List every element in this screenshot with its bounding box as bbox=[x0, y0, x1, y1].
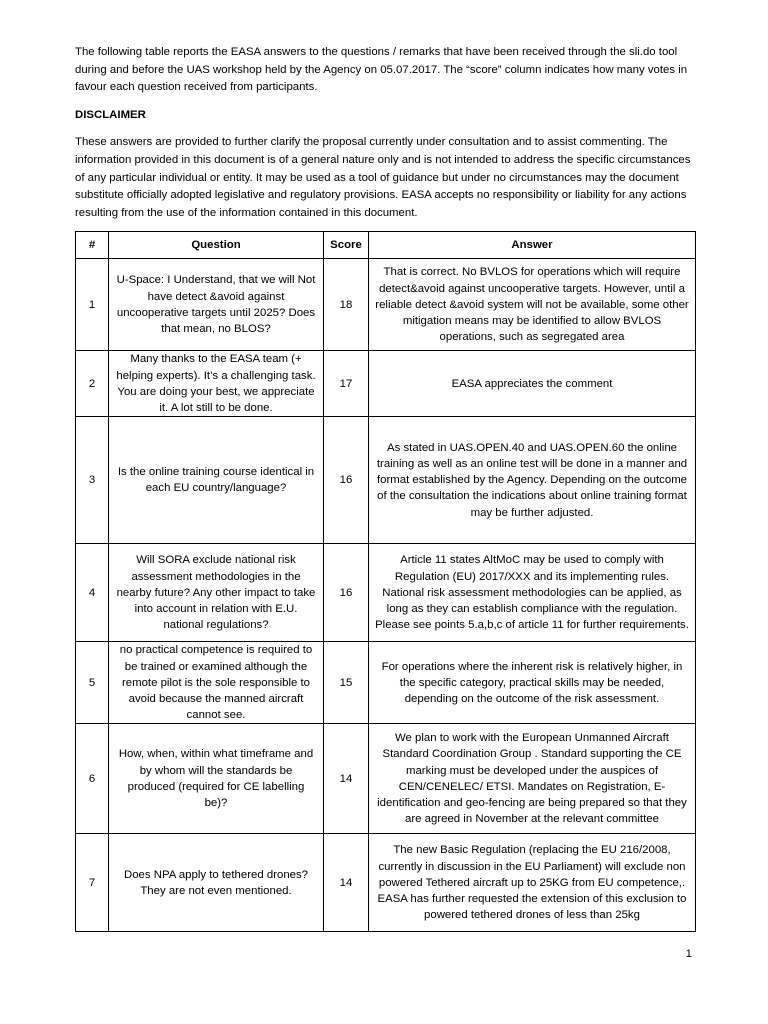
row-question: How, when, within what timeframe and by whom will the standards be produced (required for CE labelling be)? bbox=[109, 724, 324, 834]
row-number: 1 bbox=[76, 259, 109, 351]
table-row bbox=[76, 544, 696, 642]
row-answer: The new Basic Regulation (replacing the EU 216/2008, currently in discussion in the EU Parliament) will exclude non powered Tethered aircraft up to 25KG from EU competence,. EASA has further requested the extension of this exclusion to powered tethered drones of less than 25kg bbox=[369, 834, 696, 932]
row-question: Does NPA apply to tethered drones? They are not even mentioned. bbox=[109, 834, 324, 932]
row-score: 16 bbox=[324, 544, 369, 642]
row-number: 2 bbox=[76, 351, 109, 417]
table-row bbox=[76, 834, 696, 932]
row-answer: As stated in UAS.OPEN.40 and UAS.OPEN.60 the online training as well as an online test will be done in a manner and format established by the Agency. Depending on the outcome of the consultation the indications about online training format may be further adjusted. bbox=[369, 417, 696, 544]
disclaimer-paragraph: These answers are provided to further clarify the proposal currently under consultation and to assist commenting. The information provided in this document is of a general nature only and is not intended to address the specific circumstances of any particular individual or entity. It may be used as a tool of guidance but under no circumstances may the document substitute officially adopted legislative and regulatory provisions. EASA accepts no responsibility or liability for any actions resulting from the use of the information contained in this document. bbox=[75, 136, 691, 219]
row-answer: Article 11 states AltMoC may be used to comply with Regulation (EU) 2017/XXX and its implementing rules. National risk assessment methodologies can be applied, as long as they can establish compliance with the regulation. Please see points 5.a,b,c of article 11 for further requirements. bbox=[369, 544, 696, 642]
row-score: 14 bbox=[324, 834, 369, 932]
table-row bbox=[76, 351, 696, 417]
row-question: no practical competence is required to be trained or examined although the remote pilot is the sole responsible to avoid because the manned aircraft cannot see. bbox=[109, 642, 324, 724]
row-score: 15 bbox=[324, 642, 369, 724]
row-answer: For operations where the inherent risk is relatively higher, in the specific category, practical skills may be needed, depending on the outcome of the risk assessment. bbox=[369, 642, 696, 724]
row-question: Many thanks to the EASA team (+ helping experts). It’s a challenging task. You are doing your best, we appreciate it. A lot still to be done. bbox=[109, 351, 324, 417]
row-question: Is the online training course identical in each EU country/language? bbox=[109, 417, 324, 544]
row-number: 4 bbox=[76, 544, 109, 642]
row-score: 14 bbox=[324, 724, 369, 834]
row-number: 6 bbox=[76, 724, 109, 834]
row-answer: EASA appreciates the comment bbox=[369, 351, 696, 417]
header-score: Score bbox=[324, 232, 369, 259]
disclaimer-heading: DISCLAIMER bbox=[75, 108, 146, 121]
row-answer: We plan to work with the European Unmanned Aircraft Standard Coordination Group . Standard supporting the CE marking must be developed under the auspices of CEN/CENELEC/ ETSI. Mandates on Registration, E-identification and geo-fencing are being prepared so that they are agreed in November at the relevant committee bbox=[369, 724, 696, 834]
header-answer: Answer bbox=[369, 232, 696, 259]
row-score: 17 bbox=[324, 351, 369, 417]
table-header-row bbox=[76, 232, 696, 259]
row-number: 5 bbox=[76, 642, 109, 724]
row-answer: That is correct. No BVLOS for operations which will require detect&avoid against uncooperative targets. However, until a reliable detect &avoid system will not be available, some other mitigation means may be identified to allow BVLOS operations, such as segregated area bbox=[369, 259, 696, 351]
table-row bbox=[76, 259, 696, 351]
header-question: Question bbox=[109, 232, 324, 259]
row-score: 16 bbox=[324, 417, 369, 544]
page-number: 1 bbox=[685, 948, 692, 960]
header-number: # bbox=[76, 232, 109, 259]
table-row bbox=[76, 724, 696, 834]
table-row bbox=[76, 642, 696, 724]
intro-paragraph: The following table reports the EASA answers to the questions / remarks that have been received through the sli.do tool during and before the UAS workshop held by the Agency on 05.07.2017. The “score” column indicates how many votes in favour each question received from participants. bbox=[75, 46, 688, 94]
qa-table bbox=[75, 231, 696, 932]
row-question: Will SORA exclude national risk assessment methodologies in the nearby future? Any other impact to take into account in relation with E.U. national regulations? bbox=[109, 544, 324, 642]
row-score: 18 bbox=[324, 259, 369, 351]
table-row bbox=[76, 417, 696, 544]
row-number: 7 bbox=[76, 834, 109, 932]
row-question: U-Space: I Understand, that we will Not have detect &avoid against uncooperative targets until 2025? Does that mean, no BLOS? bbox=[109, 259, 324, 351]
row-number: 3 bbox=[76, 417, 109, 544]
document-page bbox=[75, 44, 695, 932]
